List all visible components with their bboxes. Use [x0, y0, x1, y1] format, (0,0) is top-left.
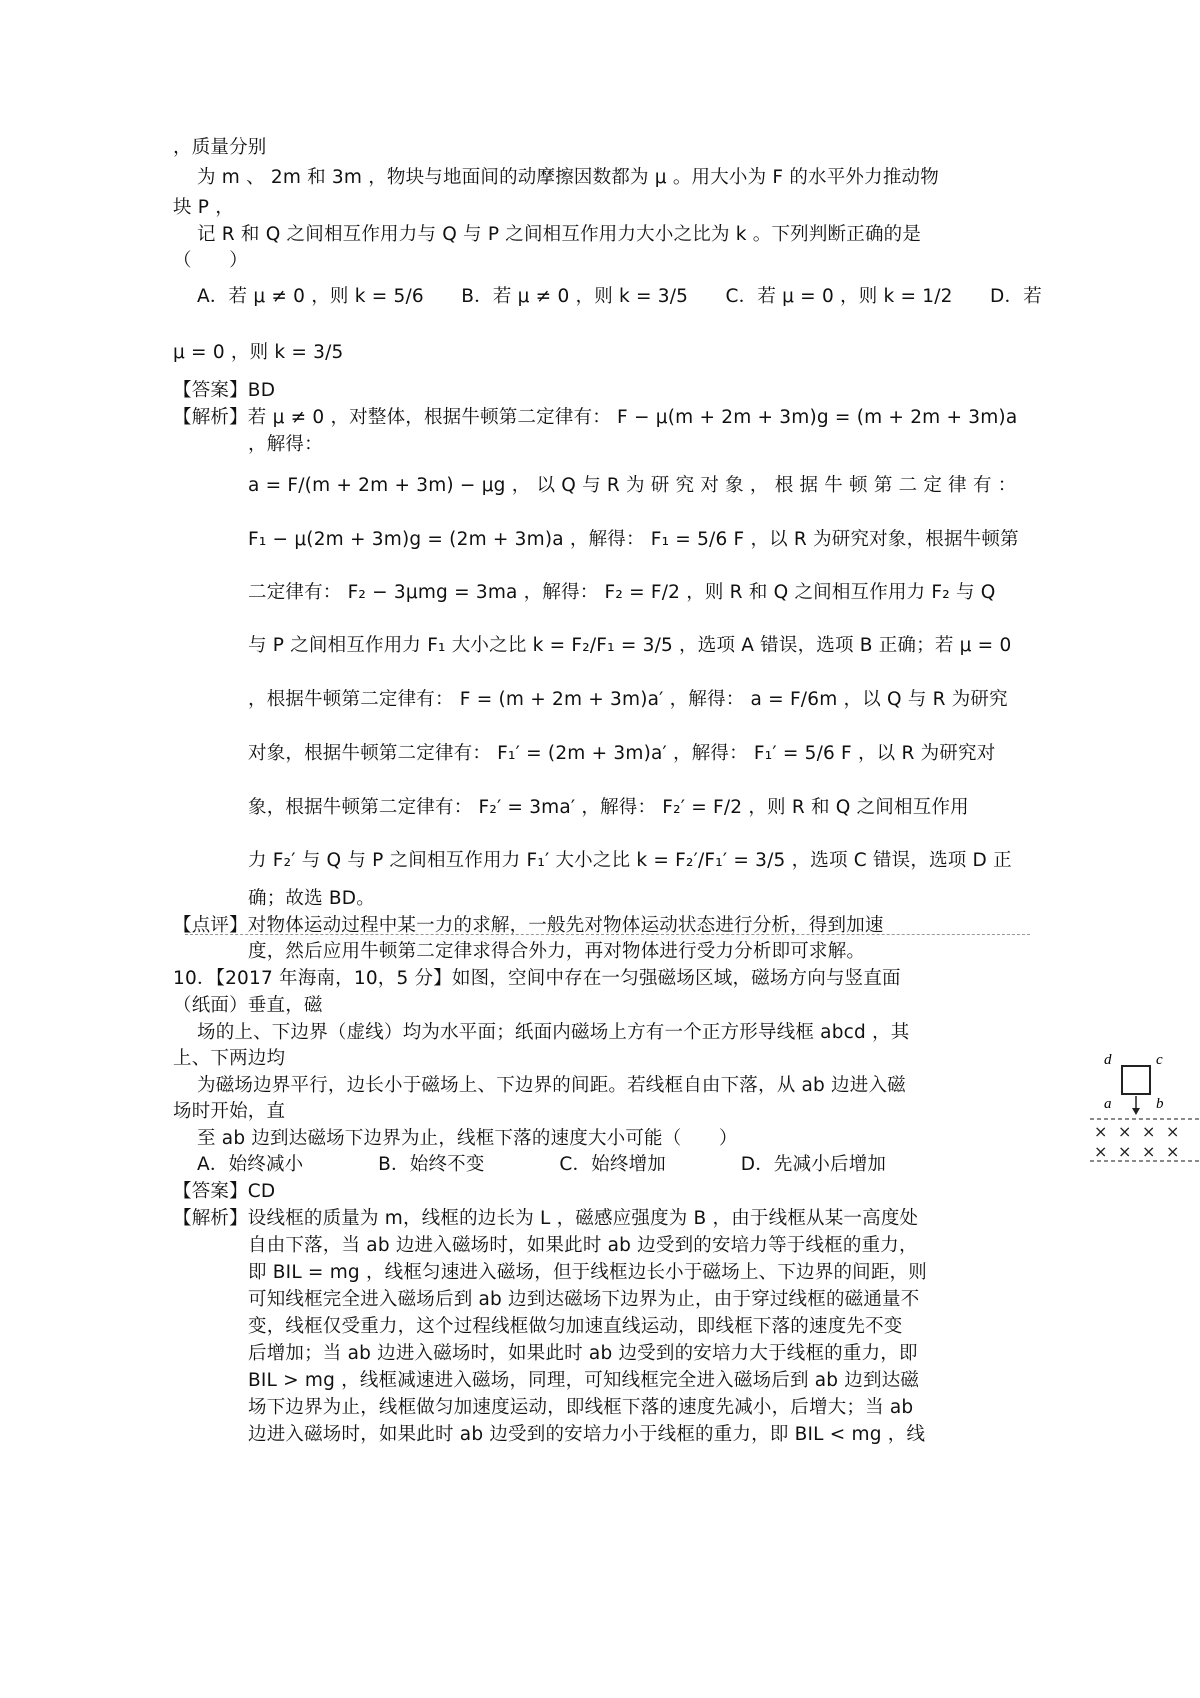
options-line: μ = 0 ，则 k = 3/5: [173, 342, 344, 363]
analysis-line: 自由下落，当 ab 边进入磁场时，如果此时 ab 边受到的安培力等于线框的重力，: [248, 1235, 918, 1256]
analysis-line: 后增加；当 ab 边进入磁场时，如果此时 ab 边受到的安培力大于线框的重力，即: [248, 1343, 918, 1364]
text-line: 为 m 、 2m 和 3m ，物块与地面间的动摩擦因数都为 μ 。用大小为 F 的水平外力推动物: [197, 167, 939, 188]
answer-line: 【答案】CD: [173, 1181, 276, 1202]
corner-label-c: c: [1156, 1052, 1163, 1068]
corner-label-a: a: [1104, 1096, 1112, 1112]
corner-label-b: b: [1156, 1096, 1164, 1112]
question-line: 场的上、下边界（虚线）均为水平面；纸面内磁场上方有一个正方形导线框 abcd ，其: [197, 1022, 910, 1043]
svg-text:×: ×: [1142, 1122, 1156, 1141]
question-line: （纸面）垂直，磁: [173, 995, 323, 1016]
arrow-head-icon: [1132, 1108, 1140, 1115]
analysis-line: 变，线框仅受重力，这个过程线框做匀加速直线运动，即线框下落的速度先不变: [248, 1316, 903, 1337]
svg-text:×: ×: [1142, 1142, 1156, 1161]
field-crosses: [1094, 1122, 1179, 1161]
svg-text:×: ×: [1118, 1142, 1132, 1161]
question-line: 至 ab 边到达磁场下边界为止，线框下落的速度大小可能（ ）: [197, 1128, 738, 1149]
question-line: 为磁场边界平行，边长小于磁场上、下边界的间距。若线框自由下落，从 ab 边进入磁: [197, 1075, 906, 1096]
svg-text:×: ×: [1166, 1142, 1180, 1161]
text-line: 块 P ，: [173, 197, 234, 218]
analysis-line: ，解得：: [248, 434, 323, 455]
dashed-separator: [185, 934, 1030, 935]
analysis-line: 【解析】若 μ ≠ 0 ，对整体，根据牛顿第二定律有： F − μ(m + 2m + 3m)g = (m + 2m + 3m)a: [173, 407, 1018, 428]
options-line: A．若 μ ≠ 0 ，则 k = 5/6 B．若 μ ≠ 0 ，则 k = 3/5 C．若 μ = 0 ，则 k = 1/2 D．若: [197, 286, 1042, 307]
question-line: 场时开始，直: [173, 1101, 286, 1122]
text-line: （ ）: [173, 250, 248, 271]
analysis-line: 可知线框完全进入磁场后到 ab 边到达磁场下边界为止，由于穿过线框的磁通量不: [248, 1289, 920, 1310]
question-line: 10．【2017 年海南，10，5 分】如图，空间中存在一匀强磁场区域，磁场方向与竖直面: [173, 968, 901, 989]
analysis-line: 对象，根据牛顿第二定律有： F₁′ = (2m + 3m)a′ ，解得： F₁′ = 5/6 F ，以 R 为研究对: [248, 743, 996, 764]
svg-text:×: ×: [1094, 1142, 1108, 1161]
svg-text:×: ×: [1166, 1122, 1180, 1141]
analysis-line: 场下边界为止，线框做匀加速度运动，即线框下落的速度先减小，后增大；当 ab: [248, 1397, 914, 1418]
analysis-line: 与 P 之间相互作用力 F₁ 大小之比 k = F₂/F₁ = 3/5 ，选项 A 错误，选项 B 正确；若 μ = 0: [248, 635, 1012, 656]
analysis-line: 象，根据牛顿第二定律有： F₂′ = 3ma′ ，解得： F₂′ = F/2 ，则 R 和 Q 之间相互作用: [248, 797, 969, 818]
options-line: A．始终减小 B．始终不变 C．始终增加 D．先减小后增加: [197, 1154, 887, 1175]
analysis-line: 二定律有： F₂ − 3μmg = 3ma ，解得： F₂ = F/2 ，则 R 和 Q 之间相互作用力 F₂ 与 Q: [248, 582, 996, 603]
analysis-line: 边进入磁场时，如果此时 ab 边受到的安培力小于线框的重力，即 BIL < mg ，线: [248, 1424, 926, 1445]
comment-line: 度，然后应用牛顿第二定律求得合外力，再对物体进行受力分析即可求解。: [248, 941, 866, 962]
question-line: 上、下两边均: [173, 1048, 286, 1069]
analysis-line: 确；故选 BD。: [248, 888, 375, 909]
comment-line: 【点评】对物体运动过程中某一力的求解，一般先对物体运动状态进行分析，得到加速: [173, 915, 884, 936]
square-frame: [1122, 1066, 1150, 1094]
corner-label-d: d: [1104, 1052, 1112, 1068]
analysis-line: 力 F₂′ 与 Q 与 P 之间相互作用力 F₁′ 大小之比 k = F₂′/F₁′ = 3/5 ，选项 C 错误，选项 D 正: [248, 850, 1012, 871]
analysis-line: 【解析】设线框的质量为 m，线框的边长为 L ，磁感应强度为 B ，由于线框从某一高度处: [173, 1208, 919, 1229]
analysis-line: a = F/(m + 2m + 3m) − μg ， 以 Q 与 R 为 研 究 对 象 ， 根 据 牛 顿 第 二 定 律 有 ：: [248, 475, 1017, 496]
analysis-line: 即 BIL = mg ，线框匀速进入磁场，但于线框边长小于磁场上、下边界的间距，则: [248, 1262, 927, 1283]
text-line: ，质量分别: [173, 137, 267, 158]
answer-line: 【答案】BD: [173, 380, 276, 401]
svg-text:×: ×: [1118, 1122, 1132, 1141]
analysis-line: ，根据牛顿第二定律有： F = (m + 2m + 3m)a′ ，解得： a = F/6m ，以 Q 与 R 为研究: [248, 689, 1008, 710]
text-line: 记 R 和 Q 之间相互作用力与 Q 与 P 之间相互作用力大小之比为 k 。下列判断正确的是: [197, 224, 922, 245]
analysis-line: F₁ − μ(2m + 3m)g = (2m + 3m)a ，解得： F₁ = 5/6 F ，以 R 为研究对象，根据牛顿第: [248, 529, 1019, 550]
analysis-line: BIL > mg ，线框减速进入磁场，同理，可知线框完全进入磁场后到 ab 边到达磁: [248, 1370, 920, 1391]
wire-frame-diagram: [1080, 1040, 1200, 1180]
svg-text:×: ×: [1094, 1122, 1108, 1141]
